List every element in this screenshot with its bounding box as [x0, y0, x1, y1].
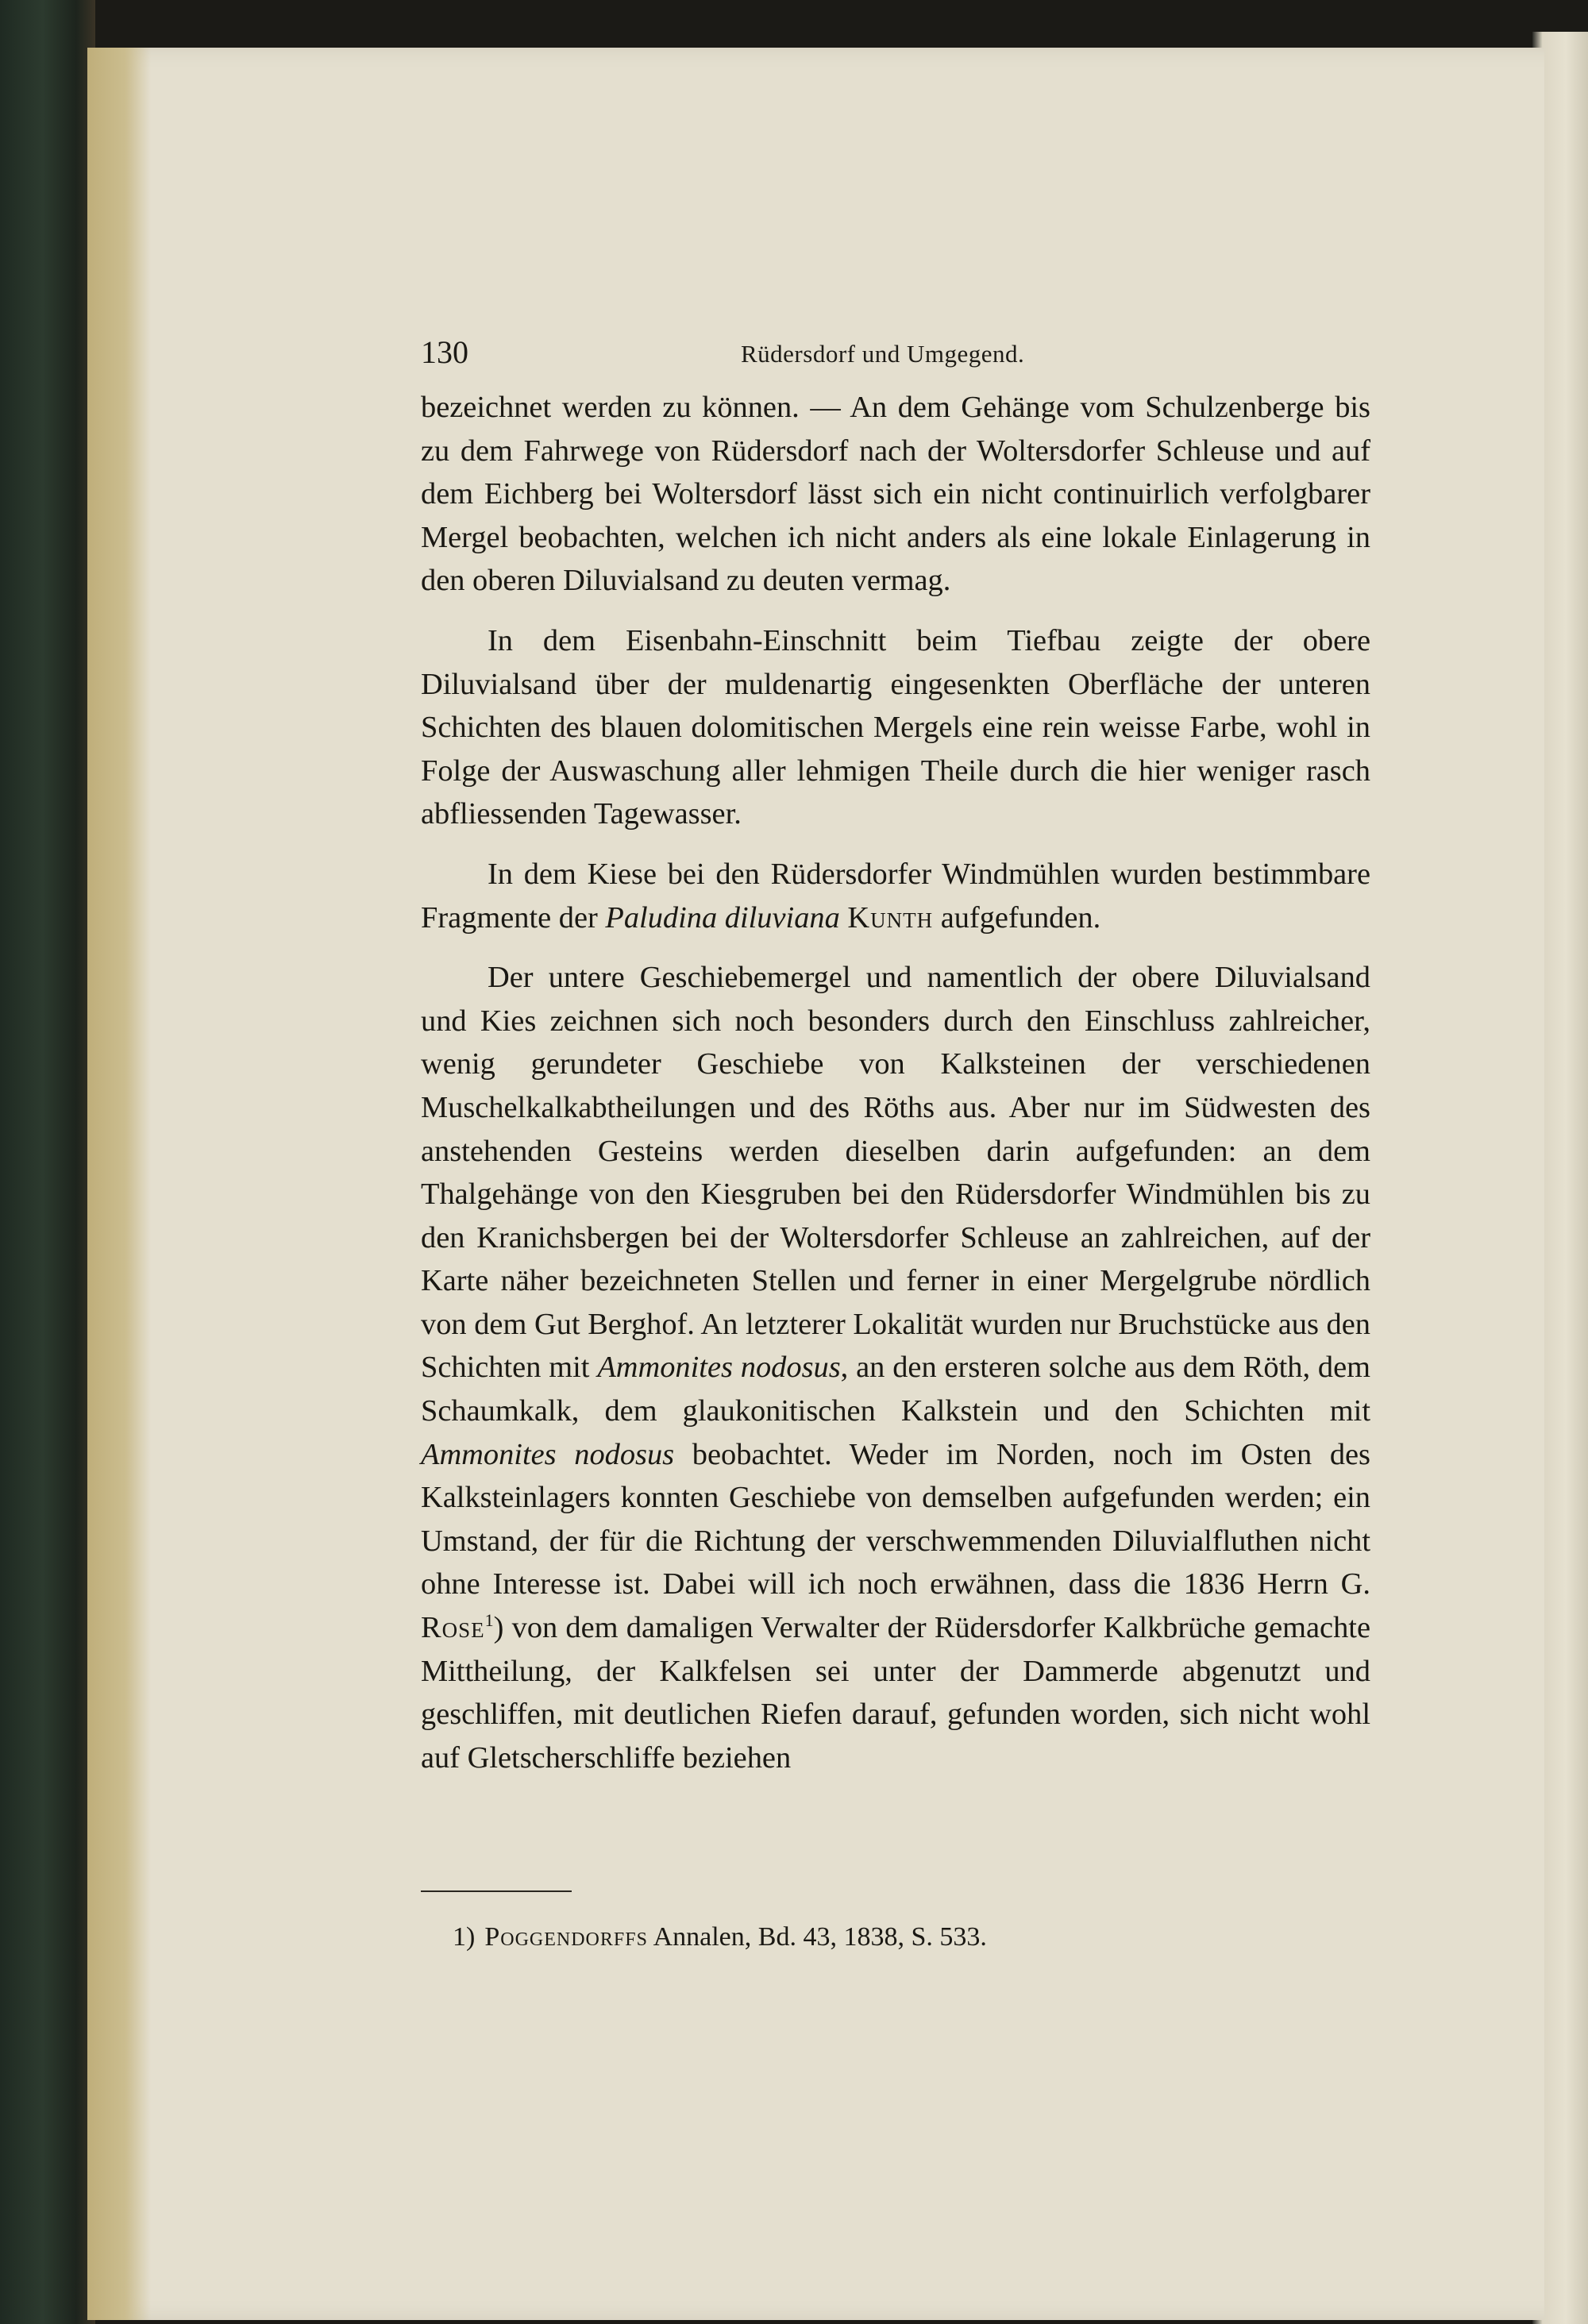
footnote-author: Poggendorffs	[484, 1922, 648, 1952]
footnote-reference: 1	[484, 1610, 494, 1631]
footnote	[453, 1920, 1366, 1955]
species-name-1: Ammonites nodosus	[597, 1351, 841, 1385]
paragraph-2: In dem Eisenbahn-Einschnitt beim Tiefbau zeigte der obere Diluvialsand über der muldenartig eingesenkten Oberfläche der unteren Schichten des blauen dolomitischen Mergels eine rein weisse Farbe, wohl in Folge der Auswaschung aller lehmigen Theile durch die hier weniger rasch abfliessenden Tagewasser.	[421, 623, 1370, 831]
species-name-2: Ammonites nodosus	[421, 1437, 675, 1471]
footnote-rule	[421, 1890, 572, 1892]
paragraph-3	[421, 853, 1370, 939]
paragraph-4	[421, 956, 1370, 1779]
person-name: Rose	[421, 1611, 485, 1645]
page-number: 130	[421, 334, 468, 370]
paragraph-4-text-b: , an den ersteren solche aus dem Röth, dem Schaumkalk, dem glaukonitischen Kalkstein und den Schichten mit	[421, 1351, 1370, 1428]
paragraph-4-text-d: ) von dem damaligen Verwalter der Rüdersdorfer Kalkbrüche gemachte Mittheilung, der Kalkfelsen sei unter der Dammerde abgenutzt und geschliffen, mit deutlichen Riefen darauf, gefunden worden, sich nicht wohl auf Gletscherschliffe beziehen	[421, 1611, 1370, 1775]
footnote-text: Annalen, Bd. 43, 1838, S. 533.	[653, 1922, 987, 1952]
paragraph-3-text-b: aufgefunden.	[940, 900, 1101, 935]
running-title: Rüdersdorf und Umgegend.	[741, 340, 1025, 368]
paragraph-4-text-c: beobachtet. Weder im Norden, noch im Osten des Kalksteinlagers konnten Geschiebe von demselben aufgefunden werden; ein Umstand, der für die Richtung der verschwemmenden Diluvialfluthen nicht ohne Interesse ist. Dabei will ich noch erwähnen, dass die 1836 Herrn G.	[421, 1437, 1370, 1601]
page-header	[421, 333, 1374, 381]
species-name: Paludina diluviana	[605, 900, 840, 935]
paragraph-1: bezeichnet werden zu können. — An dem Gehänge vom Schulzenberge bis zu dem Fahrwege von Rüdersdorf nach der Woltersdorfer Schleuse und auf dem Eichberg bei Woltersdorf lässt sich ein nicht continuirlich verfolgbarer Mergel beobachten, welchen ich nicht anders als eine lokale Einlagerung in den oberen Diluvialsand zu deuten vermag.	[421, 391, 1370, 598]
body-text	[421, 386, 1370, 1779]
paragraph-3-text-a: In dem Kiese bei den Rüdersdorfer Windmühlen wurden bestimmbare Fragmente der	[421, 857, 1370, 935]
book-binding-left	[0, 0, 95, 2324]
footnote-marker: 1)	[453, 1922, 476, 1952]
page-gutter-edge	[87, 48, 151, 2320]
author-name: Kunth	[847, 900, 934, 935]
paragraph-4-text-a: Der untere Geschiebemergel und namentlich der obere Diluvialsand und Kies zeichnen sich noch besonders durch den Einschluss zahlreicher, wenig gerundeter Geschiebe von Kalksteinen der verschiedenen Muschelkalkabtheilungen und des Röths aus. Aber nur im Südwesten des anstehenden Gesteins werden dieselben darin aufgefunden: an dem Thalgehänge von den Kiesgruben bei den Rüdersdorfer Windmühlen bis zu den Kranichsbergen bei der Woltersdorfer Schleuse an zahlreichen, auf der Karte näher bezeichneten Stellen und ferner in einer Mergelgrube nördlich von dem Gut Berghof. An letzterer Lokalität wurden nur Bruchstücke aus den Schichten mit	[421, 961, 1370, 1385]
